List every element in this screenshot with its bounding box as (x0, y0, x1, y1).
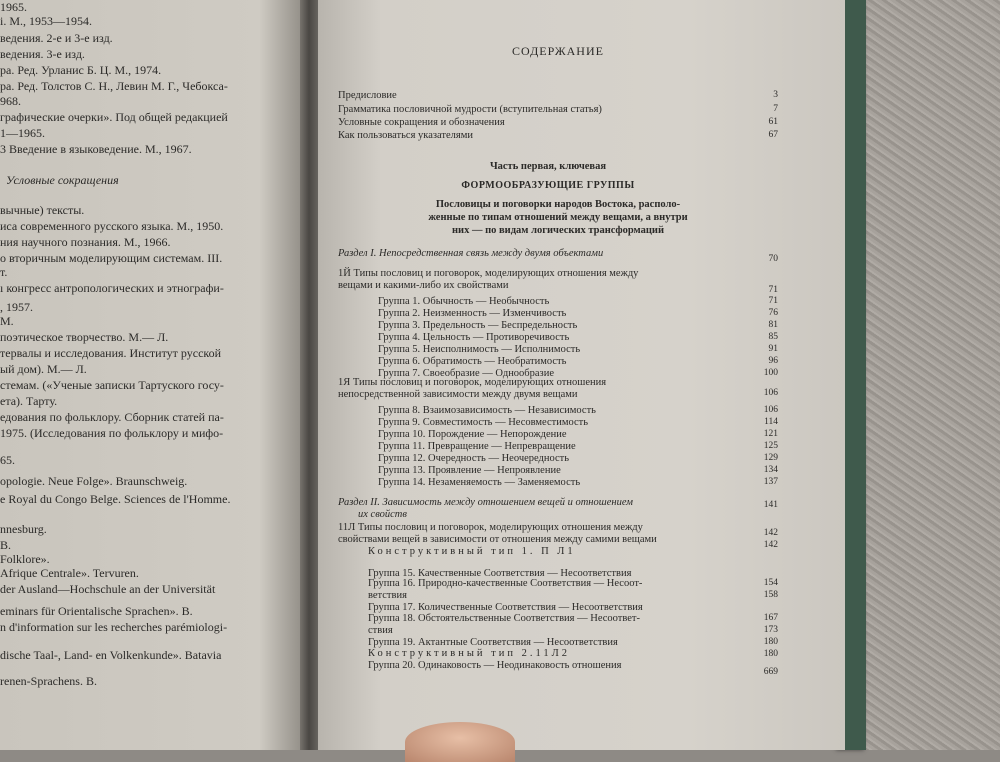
left-page-line: eminars für Orientalische Sprachen». B. (0, 604, 193, 618)
part-subtitle: ФОРМООБРАЗУЮЩИЕ ГРУППЫ (461, 180, 635, 191)
left-page-line: поэтическое творчество. М.— Л. (0, 330, 169, 344)
left-page-line: ния научного познания. М., 1966. (0, 235, 171, 249)
left-page-line: 1965. (0, 0, 27, 14)
part-desc-1: Пословицы и поговорки народов Востока, располо- (435, 199, 681, 210)
left-page-line: т. (0, 265, 8, 279)
group-entry: Группа 11. Превращение — Непревращение (378, 441, 576, 452)
group-entry: Группа 1. Обычность — Необычность (378, 296, 550, 307)
front-matter-page: 67 (768, 130, 778, 140)
left-page-line: ета). Тарту. (0, 394, 58, 408)
type-11-page: 71 (768, 285, 778, 295)
left-page-line: ра. Ред. Толстов С. Н., Левин М. Г., Чебокса- (0, 79, 228, 93)
left-page-line: ведения. 3-е изд. (0, 47, 85, 61)
type-21-page1: 142 (763, 528, 778, 538)
front-matter-entry: Грамматика пословичной мудрости (вступительная статья) (338, 104, 602, 115)
group-entry: ствия (368, 625, 393, 636)
left-page-line: renen-Sprachens. B. (0, 674, 97, 688)
group-entry: Группа 6. Обратимость — Необратимость (378, 356, 567, 367)
left-page (0, 0, 305, 750)
group-page: 137 (763, 477, 778, 487)
group-entry: Группа 15. Качественные Соответствия — Несоответствия (368, 568, 632, 579)
group-entry: Группа 4. Цельность — Противоречивость (378, 332, 570, 343)
group-entry: Группа 3. Предельность — Беспредельность (378, 320, 578, 331)
part-desc-3: них — по видам логических трансформаций (451, 225, 664, 236)
right-page (318, 0, 845, 750)
left-page-line: e Royal du Congo Belge. Sciences de l'Homme. (0, 492, 231, 506)
book-gutter (300, 0, 320, 750)
constructive-type-2-page: 180 (763, 649, 778, 659)
group-page: 154 (763, 578, 778, 588)
left-page-line: вычные) тексты. (0, 203, 85, 217)
left-page-line: едования по фольклору. Сборник статей па- (0, 410, 224, 424)
type-11-line2: вещами и какими-либо их свойствами (338, 280, 509, 291)
group-entry: Группа 8. Взаимозависимость — Независимость (378, 405, 596, 416)
group-page: 106 (763, 405, 778, 415)
left-page-line: nnesburg. (0, 522, 47, 536)
group-page: 96 (768, 356, 778, 366)
group-page: 91 (768, 344, 778, 354)
group-page: 76 (768, 308, 778, 318)
group-page: 85 (768, 332, 778, 342)
group-page: 173 (763, 625, 778, 635)
left-page-line: о вторичным моделирующим системам. III. (0, 251, 223, 265)
group-entry: Группа 18. Обстоятельственные Соответствия — Несоответ- (368, 613, 641, 624)
front-matter-page: 61 (768, 117, 778, 127)
left-page-line: М. (0, 314, 14, 328)
finger-holding-page (405, 722, 515, 762)
group-entry: Группа 12. Очередность — Неочередность (378, 453, 570, 464)
front-matter-page: 3 (773, 90, 778, 100)
type-21-line1: 11Л Типы пословиц и поговорок, моделирующих отношения между (338, 522, 643, 533)
left-page-line: , 1957. (0, 300, 33, 314)
left-page-line: графические очерки». Под общей редакцией (0, 110, 228, 124)
toc-title: СОДЕРЖАНИЕ (512, 44, 604, 58)
left-page-line: Условные сокращения (6, 173, 119, 187)
left-page-line: 1975. (Исследования по фольклору и мифо- (0, 426, 224, 440)
group-entry: ветствия (368, 590, 407, 601)
left-page-line: n d'information sur les recherches parémiologi- (0, 620, 228, 634)
group-page: 158 (763, 590, 778, 600)
left-page-line: 3 Введение в языковедение. М., 1967. (0, 142, 192, 156)
type-21-page2: 142 (763, 540, 778, 550)
group-entry: Группа 9. Совместимость — Несовместимость (378, 417, 589, 428)
type-11-line1: 1Й Типы пословиц и поговорок, моделирующих отношения между (338, 268, 639, 279)
left-page-line: i. М., 1953—1954. (0, 14, 93, 28)
group-page: 81 (768, 320, 778, 330)
section-1-page: 70 (768, 254, 778, 264)
left-page-line: ра. Ред. Урланис Б. Ц. М., 1974. (0, 63, 162, 77)
type-12-line2: непосредственной зависимости между двумя вещами (338, 389, 578, 400)
section-2-line1: Раздел II. Зависимость между отношением вещей и отношением (338, 497, 633, 508)
group-page: 71 (768, 296, 778, 306)
group-page: 167 (763, 613, 778, 623)
page-number: 669 (763, 667, 778, 677)
group-page: 121 (763, 429, 778, 439)
left-page-line: 1—1965. (0, 126, 45, 140)
group-20: Группа 20. Одинаковость — Неодинаковость отношения (368, 660, 622, 671)
group-page: 129 (763, 453, 778, 463)
table-of-contents (338, 0, 778, 680)
left-page-line: ı конгресс антропологических и этнографи- (0, 281, 224, 295)
left-page-line: 65. (0, 453, 15, 467)
front-matter-entry: Предисловие (338, 90, 397, 101)
section-2-line2: их свойств (358, 509, 407, 520)
type-21-line2: свойствами вещей в зависимости от отношения между самими вещами (338, 534, 657, 545)
left-page-line: der Ausland—Hochschule an der Universität (0, 582, 216, 596)
left-page-line: opologie. Neue Folge». Braunschweig. (0, 474, 188, 488)
section-2-page: 141 (763, 500, 778, 510)
group-entry: Группа 13. Проявление — Непроявление (378, 465, 561, 476)
constructive-type-1: Конструктивный тип 1. П Л1 (368, 546, 576, 557)
constructive-type-2: Конструктивный тип 2.11Л2 (368, 648, 570, 659)
left-page-line: стемам. («Ученые записки Тартуского госу- (0, 378, 224, 392)
left-page-line: Folklore». (0, 552, 50, 566)
group-entry: Группа 17. Количественные Соответствия — Несоответствия (368, 602, 643, 613)
left-page-line: dische Taal-, Land- en Volkenkunde». Batavia (0, 648, 222, 662)
section-1-heading: Раздел I. Непосредственная связь между двумя объектами (338, 248, 604, 259)
left-page-line: 968. (0, 94, 21, 108)
group-entry: Группа 10. Порождение — Непорождение (378, 429, 567, 440)
group-page: 134 (763, 465, 778, 475)
left-page-line: ведения. 2-е и 3-е изд. (0, 31, 113, 45)
type-12-line1: 1Я Типы пословиц и поговорок, моделирующих отношения (338, 377, 607, 388)
front-matter-page: 7 (773, 104, 778, 114)
group-entry: Группа 2. Неизменность — Изменчивость (378, 308, 567, 319)
front-matter-entry: Условные сокращения и обозначения (338, 117, 505, 128)
group-entry: Группа 7. Своеобразие — Однообразие (378, 368, 554, 379)
type-12-page: 106 (763, 388, 778, 398)
left-page-line: ый дом). М.— Л. (0, 362, 87, 376)
group-entry: Группа 14. Незаменяемость — Заменяемость (378, 477, 581, 488)
group-page: 125 (763, 441, 778, 451)
left-page-line: иса современного русского языка. М., 1950. (0, 219, 224, 233)
group-entry: Группа 16. Природно-качественные Соответствия — Несоот- (368, 578, 643, 589)
group-entry: Группа 19. Актантные Соответствия — Несоответствия (368, 637, 618, 648)
left-page-line: тервалы и исследования. Институт русской (0, 346, 222, 360)
left-page-line: Afrique Centrale». Tervuren. (0, 566, 139, 580)
group-page: 180 (763, 637, 778, 647)
part-title: Часть первая, ключевая (489, 161, 607, 172)
part-desc-2: женные по типам отношений между вещами, а внутри (428, 212, 688, 223)
front-matter-entry: Как пользоваться указателями (338, 130, 474, 141)
group-page: 114 (764, 417, 778, 427)
group-page: 100 (763, 368, 778, 378)
left-page-line: B. (0, 538, 12, 552)
carpet-background (845, 0, 1000, 750)
group-entry: Группа 5. Неисполнимость — Исполнимость (378, 344, 581, 355)
